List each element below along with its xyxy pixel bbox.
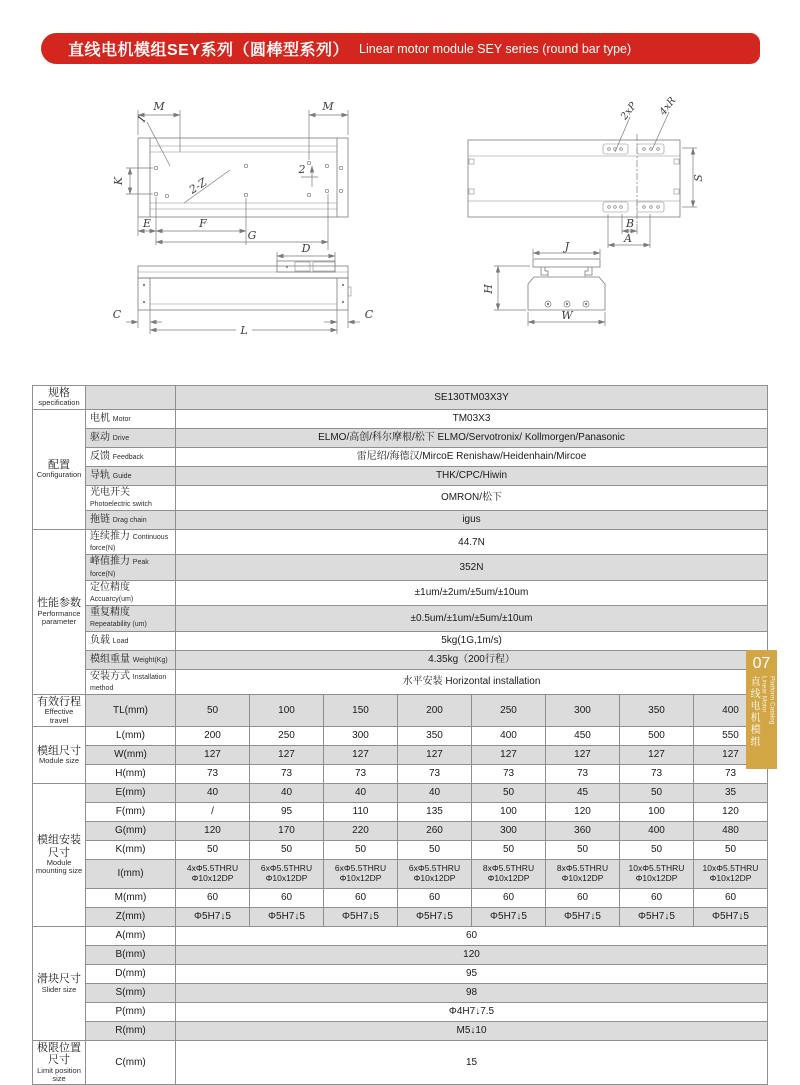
value-cell: Φ5H7↓5: [176, 908, 250, 927]
value-cell: 120: [546, 803, 620, 822]
value-cell: 550: [694, 727, 768, 746]
table-row: [33, 1022, 768, 1041]
value-cell: 6xΦ5.5THRU Φ10x12DP: [398, 860, 472, 889]
param-label: TL(mm): [86, 694, 176, 726]
value-cell: 44.7N: [176, 530, 768, 555]
table-row: [33, 927, 768, 946]
value-cell: Φ5H7↓5: [324, 908, 398, 927]
value-cell: 73: [620, 765, 694, 784]
param-label: M(mm): [86, 889, 176, 908]
table-row: [33, 765, 768, 784]
param-label: 负载 Load: [86, 631, 176, 650]
page-side-tab: [746, 650, 777, 769]
value-cell: 135: [398, 803, 472, 822]
table-row: [33, 631, 768, 650]
dim-label-f: F: [199, 217, 207, 230]
value-cell: 120: [176, 946, 768, 965]
value-cell: 10xΦ5.5THRU Φ10x12DP: [620, 860, 694, 889]
value-cell: 260: [398, 822, 472, 841]
param-label: Z(mm): [86, 908, 176, 927]
param-label: B(mm): [86, 946, 176, 965]
table-row: [33, 386, 768, 410]
spec-table: [32, 385, 768, 1085]
value-cell: M5↓10: [176, 1022, 768, 1041]
value-cell: 73: [398, 765, 472, 784]
value-cell: Φ5H7↓5: [472, 908, 546, 927]
group-label-zh: 规格: [48, 387, 70, 399]
dim-label-c-left: C: [112, 308, 122, 321]
dim-label-g: G: [247, 229, 257, 242]
value-cell: 4.35kg（200行程）: [176, 650, 768, 669]
param-label: H(mm): [86, 765, 176, 784]
group-label-en: Performance parameter: [37, 608, 81, 627]
group-label-zh: 模组安装尺寸: [37, 834, 81, 859]
param-label: 电机 Motor: [86, 409, 176, 428]
value-cell: 60: [620, 889, 694, 908]
table-row: [33, 694, 768, 726]
value-cell: 300: [472, 822, 546, 841]
value-cell: Φ5H7↓5: [546, 908, 620, 927]
group-label-en: Configuration: [36, 470, 82, 480]
value-cell: 120: [694, 803, 768, 822]
table-row: [33, 984, 768, 1003]
table-row: [33, 466, 768, 485]
value-cell: 45: [546, 784, 620, 803]
value-cell: 40: [176, 784, 250, 803]
value-cell: 220: [324, 822, 398, 841]
value-cell: 400: [472, 727, 546, 746]
value-cell: 40: [250, 784, 324, 803]
table-row: [33, 803, 768, 822]
value-cell: 6xΦ5.5THRU Φ10x12DP: [324, 860, 398, 889]
dim-label-s: S: [692, 174, 705, 182]
value-cell: 200: [398, 694, 472, 726]
param-label: P(mm): [86, 1003, 176, 1022]
param-label: W(mm): [86, 746, 176, 765]
param-label: E(mm): [86, 784, 176, 803]
value-cell: 73: [176, 765, 250, 784]
value-cell: 200: [176, 727, 250, 746]
value-cell: ELMO/高创/科尔摩根/松下 ELMO/Servotronix/ Kollmorgen/Panasonic: [176, 428, 768, 447]
value-cell: ±0.5um/±1um/±5um/±10um: [176, 606, 768, 631]
dim-label-e: E: [142, 217, 152, 230]
value-cell: TM03X3: [176, 409, 768, 428]
group-label-en: Module mounting size: [35, 857, 83, 876]
value-cell: 500: [620, 727, 694, 746]
dim-label-c-right: C: [364, 308, 374, 321]
value-cell: 50: [620, 841, 694, 860]
dim-label-k: K: [112, 176, 125, 186]
value-cell: 250: [250, 727, 324, 746]
value-cell: 352N: [176, 555, 768, 580]
value-cell: /: [176, 803, 250, 822]
dim-label-2: 2: [298, 163, 306, 176]
group-label-en: Limit position size: [37, 1065, 81, 1084]
param-label: 模组重量 Weight(Kg): [86, 650, 176, 669]
group-configuration: [33, 409, 86, 529]
group-label-en: specification: [38, 398, 80, 408]
value-cell: 110: [324, 803, 398, 822]
value-cell: 350: [398, 727, 472, 746]
spec-value: SE130TM03X3Y: [176, 386, 768, 410]
param-label: D(mm): [86, 965, 176, 984]
value-cell: 450: [546, 727, 620, 746]
value-cell: 40: [324, 784, 398, 803]
param-label: 拖链 Drag chain: [86, 511, 176, 530]
value-cell: 8xΦ5.5THRU Φ10x12DP: [546, 860, 620, 889]
table-row: [33, 555, 768, 580]
value-cell: 95: [176, 965, 768, 984]
value-cell: 50: [620, 784, 694, 803]
table-row: [33, 1041, 768, 1085]
table-row: [33, 860, 768, 889]
value-cell: 10xΦ5.5THRU Φ10x12DP: [694, 860, 768, 889]
plan-view-right: [468, 95, 705, 248]
value-cell: 60: [176, 889, 250, 908]
group-label-en: Module size: [38, 756, 80, 765]
value-cell: Φ5H7↓5: [620, 908, 694, 927]
value-cell: 60: [250, 889, 324, 908]
value-cell: 60: [546, 889, 620, 908]
dim-label-2z: 2-Z: [186, 175, 210, 197]
dim-label-a: A: [624, 232, 632, 245]
value-cell: 170: [250, 822, 324, 841]
value-cell: ±1um/±2um/±5um/±10um: [176, 580, 768, 605]
table-row: [33, 511, 768, 530]
table-row: [33, 650, 768, 669]
plan-view-left: [112, 100, 348, 250]
tab-text-en-line2: Platform Catalog: [768, 676, 776, 725]
param-label: 导轨 Guide: [86, 466, 176, 485]
value-cell: 360: [546, 822, 620, 841]
value-cell: igus: [176, 511, 768, 530]
group-label-en: Effective travel: [44, 707, 74, 725]
param-label: K(mm): [86, 841, 176, 860]
table-row: [33, 530, 768, 555]
value-cell: 40: [398, 784, 472, 803]
table-row: [33, 822, 768, 841]
param-label: 连续推力 Continuous force(N): [86, 530, 176, 555]
dim-label-4xr: 4xR: [657, 95, 679, 118]
value-cell: 15: [176, 1041, 768, 1085]
value-cell: 60: [472, 889, 546, 908]
table-row: [33, 428, 768, 447]
value-cell: 50: [398, 841, 472, 860]
value-cell: 50: [176, 841, 250, 860]
value-cell: 127: [176, 746, 250, 765]
dim-label-m-left: M: [153, 100, 165, 113]
dim-label-b: B: [625, 217, 635, 230]
table-row: [33, 606, 768, 631]
side-view: [113, 242, 374, 337]
table-row: [33, 908, 768, 927]
param-label: 安装方式 Installation method: [86, 669, 176, 694]
table-row: [33, 841, 768, 860]
value-cell: 50: [250, 841, 324, 860]
value-cell: THK/CPC/Hiwin: [176, 466, 768, 485]
group-module-size: [33, 727, 86, 784]
value-cell: 73: [324, 765, 398, 784]
param-label: A(mm): [86, 927, 176, 946]
param-label: C(mm): [86, 1041, 176, 1085]
group-label-zh: 有效行程: [37, 695, 81, 708]
value-cell: Φ5H7↓5: [250, 908, 324, 927]
param-label: 峰值推力 Peak force(N): [86, 555, 176, 580]
dim-label-w: W: [561, 309, 573, 322]
value-cell: 60: [176, 927, 768, 946]
table-row: [33, 965, 768, 984]
tab-text-en-line1: Linear Motor: [760, 676, 768, 713]
table-row: [33, 669, 768, 694]
group-label-zh: 配置: [48, 459, 70, 472]
value-cell: 120: [176, 822, 250, 841]
dim-label-d: D: [301, 242, 311, 255]
param-label: F(mm): [86, 803, 176, 822]
value-cell: 100: [250, 694, 324, 726]
page-number: 07: [752, 655, 771, 672]
value-cell: 6xΦ5.5THRU Φ10x12DP: [250, 860, 324, 889]
param-label: 反馈 Feedback: [86, 447, 176, 466]
technical-drawings: [0, 0, 800, 375]
value-cell: 73: [472, 765, 546, 784]
param-label: 重复精度 Repeatability (um): [86, 606, 176, 631]
tab-text-zh: 直线电机模组: [748, 676, 760, 748]
value-cell: 水平安装 Horizontal installation: [176, 669, 768, 694]
value-cell: 98: [176, 984, 768, 1003]
table-row: [33, 784, 768, 803]
value-cell: 250: [472, 694, 546, 726]
value-cell: 50: [546, 841, 620, 860]
group-label-zh: 性能参数: [37, 597, 81, 610]
value-cell: 300: [546, 694, 620, 726]
value-cell: 50: [472, 841, 546, 860]
page-title-zh: 直线电机模组SEY系列（圆棒型系列）: [68, 42, 350, 59]
value-cell: 8xΦ5.5THRU Φ10x12DP: [472, 860, 546, 889]
value-cell: 60: [694, 889, 768, 908]
value-cell: 73: [250, 765, 324, 784]
value-cell: 50: [694, 841, 768, 860]
dim-label-h: H: [482, 284, 495, 294]
value-cell: 127: [324, 746, 398, 765]
dim-label-j: J: [564, 240, 570, 253]
table-row: [33, 1003, 768, 1022]
value-cell: 100: [620, 803, 694, 822]
table-row: [33, 889, 768, 908]
value-cell: 雷尼绍/海德汉/MircoE Renishaw/Heidenhain/Mircoe: [176, 447, 768, 466]
value-cell: 35: [694, 784, 768, 803]
value-cell: 400: [694, 694, 768, 726]
dim-label-i: I: [135, 114, 149, 125]
group-label-en: Slider size: [41, 984, 77, 994]
value-cell: Φ4H7↓7.5: [176, 1003, 768, 1022]
value-cell: 5kg(1G,1m/s): [176, 631, 768, 650]
value-cell: 350: [620, 694, 694, 726]
dim-label-m-right: M: [322, 100, 334, 113]
empty-cell: [86, 386, 176, 410]
value-cell: 95: [250, 803, 324, 822]
tab-vertical-texts: [748, 676, 776, 748]
param-label: R(mm): [86, 1022, 176, 1041]
value-cell: 480: [694, 822, 768, 841]
value-cell: 150: [324, 694, 398, 726]
table-row: [33, 580, 768, 605]
page-title-en: Linear motor module SEY series (round bar type): [359, 41, 632, 56]
spec-table-wrap: [32, 385, 768, 1085]
value-cell: Φ5H7↓5: [694, 908, 768, 927]
table-row: [33, 409, 768, 428]
value-cell: 60: [398, 889, 472, 908]
value-cell: 400: [620, 822, 694, 841]
group-label-zh: 模组尺寸: [37, 744, 81, 757]
value-cell: 50: [472, 784, 546, 803]
group-effective-travel: [33, 694, 86, 726]
group-performance: [33, 530, 86, 695]
table-row: [33, 746, 768, 765]
end-view: [482, 240, 605, 326]
param-label: S(mm): [86, 984, 176, 1003]
value-cell: 127: [546, 746, 620, 765]
param-label: 光电开关 Photoelectric switch: [86, 485, 176, 510]
tab-text-en: [759, 676, 775, 724]
value-cell: 100: [472, 803, 546, 822]
value-cell: 127: [250, 746, 324, 765]
value-cell: 127: [472, 746, 546, 765]
value-cell: 300: [324, 727, 398, 746]
table-row: [33, 727, 768, 746]
value-cell: 127: [398, 746, 472, 765]
dim-label-l: L: [240, 324, 248, 337]
value-cell: OMRON/松下: [176, 485, 768, 510]
dim-label-2xp: 2xP: [618, 100, 640, 123]
param-label: 定位精度 Accuarcy(um): [86, 580, 176, 605]
value-cell: 50: [176, 694, 250, 726]
group-specification: [33, 386, 86, 410]
value-cell: 127: [620, 746, 694, 765]
group-label-zh: 极限位置尺寸: [37, 1042, 81, 1067]
param-label: 驱动 Drive: [86, 428, 176, 447]
table-row: [33, 946, 768, 965]
value-cell: 73: [694, 765, 768, 784]
table-row: [33, 485, 768, 510]
group-module-mounting-size: [33, 784, 86, 927]
group-slider-size: [33, 927, 86, 1041]
value-cell: 60: [324, 889, 398, 908]
value-cell: Φ5H7↓5: [398, 908, 472, 927]
param-label: I(mm): [86, 860, 176, 889]
value-cell: 4xΦ5.5THRU Φ10x12DP: [176, 860, 250, 889]
group-limit-position-size: [33, 1041, 86, 1085]
param-label: L(mm): [86, 727, 176, 746]
value-cell: 73: [546, 765, 620, 784]
table-row: [33, 447, 768, 466]
param-label: G(mm): [86, 822, 176, 841]
group-label-zh: 滑块尺寸: [37, 973, 81, 986]
value-cell: 50: [324, 841, 398, 860]
value-cell: 127: [694, 746, 768, 765]
